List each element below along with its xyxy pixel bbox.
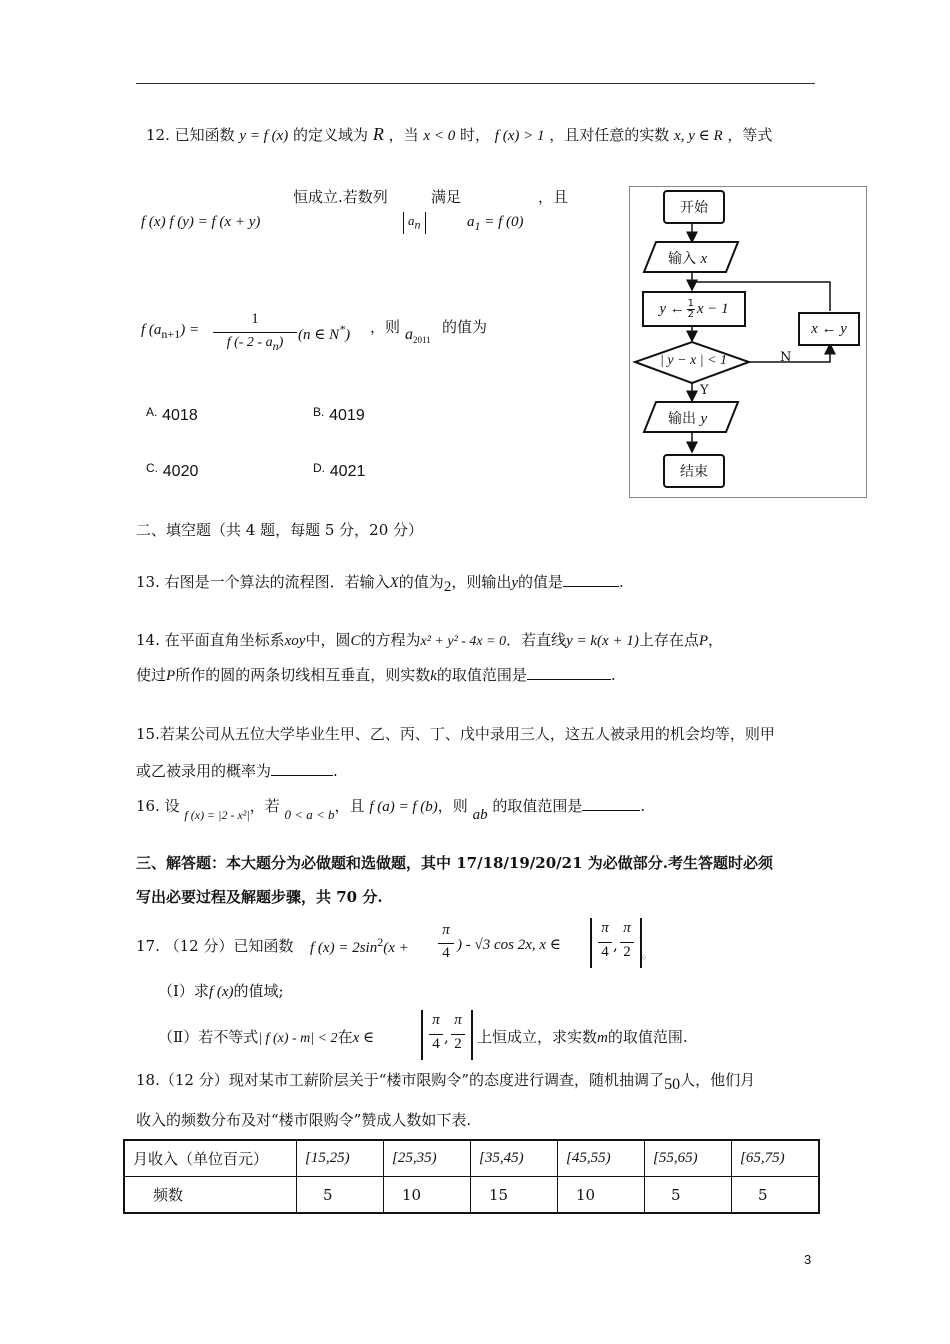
q12-target bbox=[405, 326, 431, 345]
q12-rec-den-sub: n bbox=[272, 338, 279, 353]
flowchart-input-var: x bbox=[700, 251, 708, 267]
q17-p2-hi-bar bbox=[451, 1034, 465, 1035]
q13-var-x: X bbox=[389, 575, 399, 591]
q17-close: ) bbox=[457, 937, 462, 953]
table-cell: 5 bbox=[645, 1177, 732, 1214]
q12-domain-text: 的定义域为 bbox=[293, 126, 369, 144]
q14-line2b: 所作的圆的两条切线相互垂直，则实数 bbox=[175, 666, 431, 684]
q14-line2c: 的取值范围是 bbox=[436, 666, 527, 684]
table-cell: [25,35) bbox=[384, 1140, 471, 1177]
q12-when: ，当 bbox=[388, 126, 419, 144]
flowchart-output-var: y bbox=[700, 411, 708, 427]
q12-a1 bbox=[467, 214, 524, 234]
q12-time: 时， bbox=[459, 126, 490, 144]
q17-p2-hi bbox=[451, 1012, 465, 1058]
table-cell: 15 bbox=[471, 1177, 558, 1214]
q17-intro: 17. （12 分）已知函数 bbox=[136, 937, 294, 955]
q14-e: 上存在点 bbox=[638, 631, 699, 649]
q12-and-text: ，且 bbox=[538, 188, 569, 206]
q12-rec-den-end: ) bbox=[278, 335, 284, 350]
q17-interval-comma: , bbox=[613, 936, 618, 954]
q12-rec-cond bbox=[298, 322, 350, 344]
q12-identity: f (x) f (y) = f (x + y) bbox=[141, 214, 261, 230]
q17-p2-lo-bar bbox=[429, 1034, 443, 1035]
option-b-label: B. bbox=[313, 405, 325, 419]
option-d-label: D. bbox=[313, 461, 325, 475]
q17-int-hi-den: 2 bbox=[623, 944, 631, 960]
q17-paren: (x + bbox=[383, 940, 409, 956]
q17-frac-bar bbox=[438, 943, 454, 944]
income-frequency-table bbox=[123, 1139, 820, 1214]
flowchart-input-label: 输入 bbox=[668, 251, 696, 267]
q15-line2-text: 或乙被录用的概率为 bbox=[136, 762, 272, 780]
q17-interval bbox=[590, 918, 642, 968]
q14-circle: C bbox=[350, 633, 361, 649]
flowchart-output bbox=[668, 408, 707, 428]
q12-any: ，且对任意的实数 bbox=[549, 126, 670, 144]
flowchart-start-label: 开始 bbox=[680, 200, 708, 216]
q15-line1: 15.若某公司从五位大学毕业生甲、乙、丙、丁、戊中录用三人，这五人被录用的机会均等，则甲 bbox=[136, 725, 775, 743]
q18-n: 50 bbox=[664, 1076, 681, 1093]
flowchart-swap bbox=[798, 312, 860, 346]
q17-p2-lo bbox=[429, 1012, 443, 1058]
q12-option-b[interactable] bbox=[313, 405, 365, 425]
q13-text-d: 的值是 bbox=[518, 573, 564, 591]
q15-line2 bbox=[136, 760, 338, 781]
table-cell: [55,65) bbox=[645, 1140, 732, 1177]
flowchart-assign bbox=[642, 291, 746, 327]
flowchart-end bbox=[663, 454, 725, 488]
flowchart-swap-label: x ← y bbox=[811, 320, 847, 337]
q12-rec-eq: ) = bbox=[180, 322, 200, 338]
q17-int-hi-bar bbox=[620, 942, 634, 943]
q14-line2d: . bbox=[610, 666, 616, 684]
q13 bbox=[136, 571, 624, 596]
q14-line1 bbox=[136, 629, 723, 650]
q12-rec-num: 1 bbox=[251, 311, 259, 327]
flowchart-yes-label: Y bbox=[700, 383, 709, 398]
table-cell: 10 bbox=[384, 1177, 471, 1214]
q12-option-a[interactable] bbox=[146, 405, 198, 425]
flowchart-start bbox=[663, 190, 725, 224]
q17-part2-end bbox=[477, 1026, 688, 1047]
q12-rec-bar bbox=[213, 332, 297, 333]
q17-int-lo-pi: π bbox=[601, 920, 609, 936]
section2-heading: 二、填空题（共 4 题，每题 5 分，20 分） bbox=[136, 521, 424, 539]
q14-answer-blank[interactable] bbox=[527, 665, 611, 680]
q17-interval-lo bbox=[598, 920, 612, 966]
q12-seq bbox=[403, 212, 426, 234]
q12-function: y = f (x) bbox=[239, 128, 289, 144]
q16-e: 的取值范围是 bbox=[492, 797, 583, 815]
q12-inequality: f (x) > 1 bbox=[494, 128, 545, 144]
q13-text-a: 13. 右图是一个算法的流程图．若输入 bbox=[136, 573, 390, 591]
q12-rec-den-text: f (- 2 - a bbox=[226, 335, 273, 350]
q12-rec-cond-text: (n ∈ N bbox=[298, 327, 340, 343]
q17-pi: π bbox=[442, 922, 450, 938]
flowchart-output-label: 输出 bbox=[668, 411, 696, 427]
q16-ab: ab bbox=[472, 807, 488, 823]
option-a-value: 4018 bbox=[162, 407, 198, 424]
q17-int-hi-pi: π bbox=[623, 920, 631, 936]
q12-rec-cond-sup: * bbox=[339, 322, 346, 336]
q17-p2-ineq: | f (x) - m| < 2 bbox=[258, 1031, 338, 1046]
flowchart-assign-frac bbox=[687, 299, 695, 320]
q12-seq-sub: n bbox=[414, 217, 421, 232]
q17-p2-hi-pi: π bbox=[454, 1012, 462, 1028]
option-a-label: A. bbox=[146, 405, 158, 419]
q12-condition: x < 0 bbox=[423, 128, 456, 144]
q12-rec-fraction bbox=[213, 311, 297, 355]
q17-minus: - bbox=[465, 937, 471, 953]
q16 bbox=[136, 795, 645, 824]
q12-satisfy-text: 满足 bbox=[431, 188, 462, 206]
q12-rec-f: f (a bbox=[141, 322, 162, 338]
q13-text-b: 的值为 bbox=[398, 573, 444, 591]
option-b-value: 4019 bbox=[329, 407, 365, 424]
section3-heading-line2: 写出必要过程及解题步骤，共 70 分. bbox=[136, 888, 383, 906]
q12-a1-sub: 1 bbox=[474, 219, 481, 233]
q12-then: ，则 bbox=[370, 318, 401, 336]
q12-domain: R bbox=[372, 124, 384, 144]
q16-answer-blank[interactable] bbox=[582, 796, 640, 811]
q18-line1 bbox=[136, 1069, 755, 1094]
option-c-label: C. bbox=[146, 461, 158, 475]
q12-target-a: a bbox=[405, 326, 413, 343]
q12-rec-cond-end: ) bbox=[345, 327, 351, 343]
table-cell: 月收入（单位百元） bbox=[124, 1140, 297, 1177]
q14-xoy: xoy bbox=[284, 633, 306, 649]
q17-p2-in: 在 bbox=[337, 1028, 353, 1046]
q17-p2-interval bbox=[421, 1010, 473, 1060]
table-cell: 频数 bbox=[124, 1177, 297, 1214]
q16-c: ，且 bbox=[334, 797, 365, 815]
table-cell: [65,75) bbox=[732, 1140, 820, 1177]
q15-end: . bbox=[333, 762, 338, 780]
q14-d: ．若直线 bbox=[506, 631, 567, 649]
q14-f: ， bbox=[708, 631, 724, 649]
q17-four: 4 bbox=[442, 945, 450, 961]
q13-text-e: . bbox=[619, 573, 624, 591]
option-d-value: 4021 bbox=[329, 463, 366, 480]
q17-p2-lo-den: 4 bbox=[432, 1036, 440, 1052]
q17-p2-label: （Ⅱ）若不等式 bbox=[158, 1028, 259, 1046]
q14-c: 的方程为 bbox=[360, 631, 421, 649]
q18-line2: 收入的频数分布及对“楼市限购令”赞成人数如下表. bbox=[136, 1111, 472, 1129]
section3-heading-line1: 三、解答题：本大题分为必做题和选做题，其中 17/18/19/20/21 为必做部分.考生答题时必须 bbox=[136, 854, 773, 872]
q12-a1-eq: = f (0) bbox=[484, 214, 524, 230]
q18-line1b: 人，他们月 bbox=[680, 1071, 756, 1089]
table-cell: 5 bbox=[732, 1177, 820, 1214]
q12-seq-a: a bbox=[408, 213, 415, 228]
flowchart-condition: | y − x | < 1 bbox=[660, 353, 728, 368]
q14-point: P bbox=[698, 633, 709, 649]
q16-function: f (x) = |2 - x²| bbox=[184, 808, 250, 822]
q12-value-of: 的值为 bbox=[442, 318, 488, 336]
table-row bbox=[124, 1140, 819, 1177]
flowchart-assign-rhs: x − 1 bbox=[696, 300, 729, 317]
q16-condition: 0 < a < b bbox=[284, 807, 335, 822]
table-cell: [35,45) bbox=[471, 1140, 558, 1177]
flowchart-frame bbox=[629, 186, 867, 498]
q17-p2-hi-den: 2 bbox=[454, 1036, 462, 1052]
q13-var-y: y bbox=[511, 575, 518, 591]
q12-xy: x, y ∈ R bbox=[674, 128, 723, 144]
q17-square: 2 bbox=[377, 935, 384, 949]
q14-a: 14. 在平面直角坐标系 bbox=[136, 631, 285, 649]
flowchart-end-label: 结束 bbox=[680, 464, 708, 480]
q17-p1-f: f (x) bbox=[208, 984, 234, 1000]
table-row bbox=[124, 1177, 819, 1214]
q17-tail: 。 bbox=[642, 947, 655, 961]
q14-line2 bbox=[136, 664, 616, 685]
q12-option-d[interactable] bbox=[313, 461, 365, 481]
header-rule bbox=[136, 83, 815, 84]
q14-line-eq: y = k(x + 1) bbox=[566, 633, 639, 649]
q12-target-sub: 2011 bbox=[413, 335, 431, 346]
flowchart-no-label: N bbox=[780, 350, 792, 365]
flowchart-input bbox=[668, 248, 707, 268]
table-cell: 5 bbox=[297, 1177, 384, 1214]
q14-k: k bbox=[430, 668, 437, 684]
q12-a1-letter: a bbox=[467, 214, 475, 230]
page-number: 3 bbox=[804, 1252, 812, 1267]
q17-interval-hi bbox=[620, 920, 634, 966]
q15-answer-blank[interactable] bbox=[271, 761, 333, 776]
q14-equation: x² + y² - 4x = 0 bbox=[420, 634, 507, 649]
q16-equation: f (a) = f (b) bbox=[369, 799, 438, 815]
q17-int-lo-den: 4 bbox=[601, 944, 609, 960]
q17-function bbox=[310, 935, 409, 957]
q16-d: ，则 bbox=[437, 797, 468, 815]
flowchart-assign-lhs: y ← bbox=[659, 300, 685, 317]
q16-a: 16. 设 bbox=[136, 797, 180, 815]
q17-sqrt3: √3 cos 2x, x ∈ bbox=[474, 937, 561, 953]
q17-part2 bbox=[158, 1026, 374, 1047]
q17-p2-end: 上恒成立，求实数 bbox=[477, 1028, 598, 1046]
q12-rec-sub: n+1 bbox=[161, 327, 181, 341]
q14-point2: P bbox=[166, 668, 176, 684]
q16-end: . bbox=[640, 797, 646, 815]
q12-intro: 12. 已知函数 bbox=[146, 126, 235, 144]
q12-hold-text: 恒成立.若数列 bbox=[293, 188, 388, 206]
option-c-value: 4020 bbox=[162, 463, 199, 480]
q13-value: 2 bbox=[443, 579, 452, 595]
q13-text-c: ，则输出 bbox=[451, 573, 512, 591]
q17-p1-label: （Ⅰ）求 bbox=[158, 982, 209, 1000]
table-cell: 10 bbox=[558, 1177, 645, 1214]
q17-p2-comma: , bbox=[444, 1028, 449, 1046]
q17-pi-over-4 bbox=[438, 922, 454, 966]
q12-line1 bbox=[146, 124, 772, 145]
q17-f-lhs: f (x) = 2sin bbox=[310, 940, 378, 956]
q16-b: ，若 bbox=[249, 797, 280, 815]
q12-rec-den bbox=[213, 335, 297, 354]
flowchart-assign-num: 1 bbox=[687, 297, 694, 309]
q18-line1a: 18.（12 分）现对某市工薪阶层关于“楼市限购令”的态度进行调查，随机抽调了 bbox=[136, 1071, 665, 1089]
table-cell: [15,25) bbox=[297, 1140, 384, 1177]
q12-rec-lhs bbox=[141, 322, 199, 342]
q12-eq-word: ，等式 bbox=[727, 126, 773, 144]
q17-part1 bbox=[158, 980, 284, 1001]
q17-int-lo-bar bbox=[598, 942, 612, 943]
q17-p1-end: 的值域; bbox=[233, 982, 284, 1000]
table-cell: [45,55) bbox=[558, 1140, 645, 1177]
q12-option-c[interactable] bbox=[146, 461, 198, 481]
q13-answer-blank[interactable] bbox=[563, 572, 619, 587]
q17-p2-lo-pi: π bbox=[432, 1012, 440, 1028]
q17-rest bbox=[457, 935, 561, 954]
q17-p2-m: m bbox=[597, 1030, 608, 1046]
q17-p2-x: x ∈ bbox=[352, 1030, 375, 1046]
q14-line2a: 使过 bbox=[136, 666, 167, 684]
q14-b: 中，圆 bbox=[305, 631, 351, 649]
flowchart-assign-den: 2 bbox=[687, 308, 694, 320]
q17-p2-end2: 的取值范围. bbox=[607, 1028, 688, 1046]
